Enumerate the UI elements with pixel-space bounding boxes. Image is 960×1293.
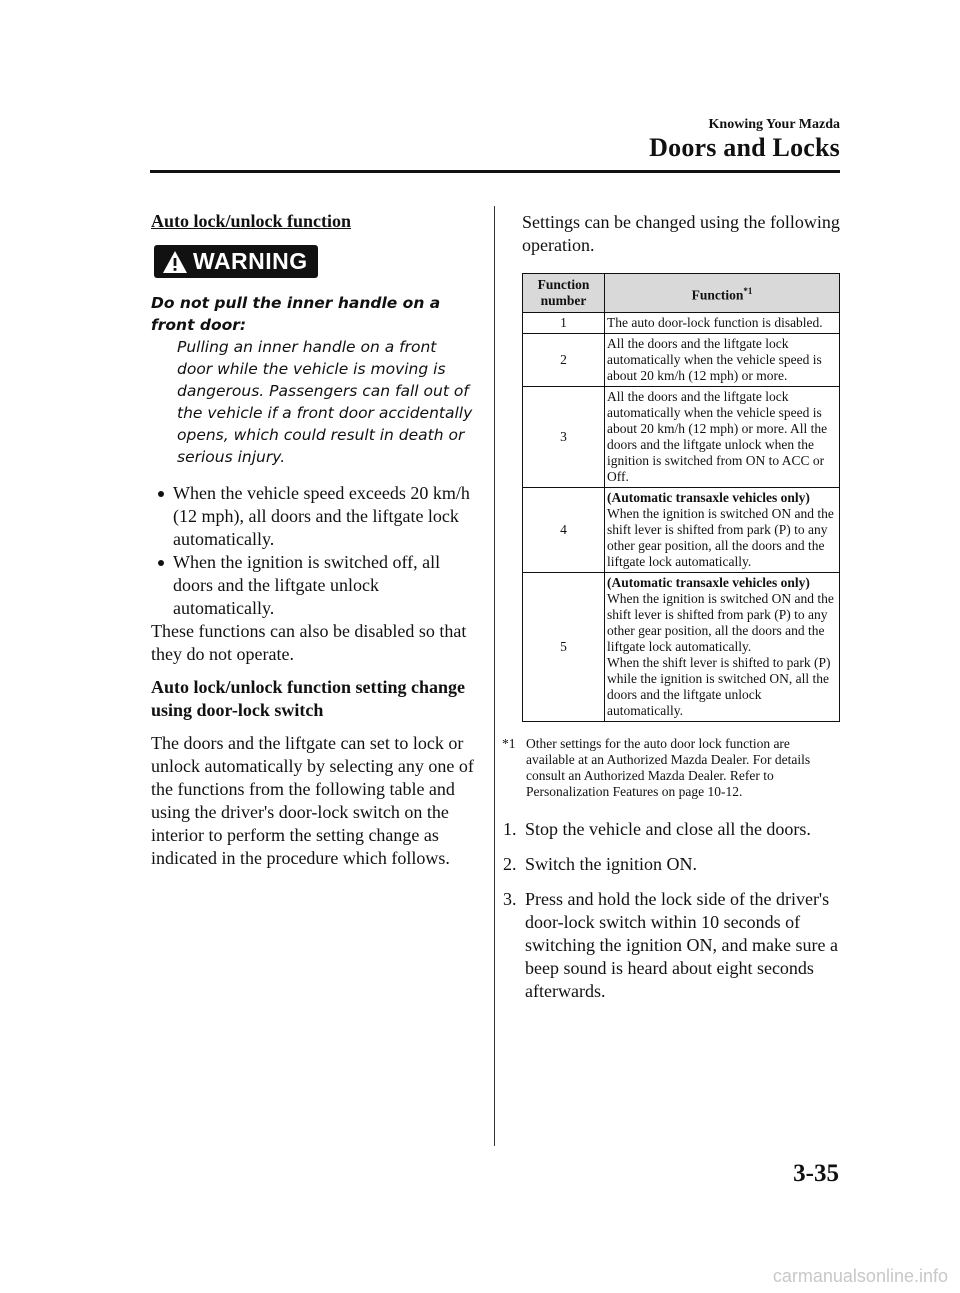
warning-label: WARNING xyxy=(193,248,308,274)
function-cell xyxy=(605,488,840,573)
function-text: When the ignition is switched ON and the shift lever is shifted from park (P) to any other gear position, all the doors and the liftgate lock automatically. xyxy=(607,591,834,654)
warning-lead: Do not pull the inner handle on a front door: xyxy=(151,293,441,334)
table-row xyxy=(523,573,840,722)
function-text: All the doors and the liftgate lock automatically when the vehicle speed is about 20 km/h (12 mph) or more. xyxy=(607,336,822,383)
table-header-row xyxy=(523,274,840,313)
function-condition: (Automatic transaxle vehicles only) xyxy=(607,490,810,505)
function-text-2: When the shift lever is shifted to park (P) while the ignition is switched ON, all the doors and the liftgate unlock automatically. xyxy=(607,655,831,718)
bullet-list xyxy=(151,482,476,620)
table-row xyxy=(523,334,840,387)
page-title: Doors and Locks xyxy=(649,133,840,162)
footnote-ref: *1 xyxy=(743,285,753,296)
function-table xyxy=(522,273,840,722)
step-text: Switch the ignition ON. xyxy=(525,854,697,874)
body-paragraph: The doors and the liftgate can set to lock or unlock automatically by selecting any one of the functions from the following table and using the driver's door-lock switch on the interior to perform the setting change as indicated in the procedure which follows. xyxy=(151,732,474,868)
step-number: 3. xyxy=(503,889,517,909)
footnote-mark: *1 xyxy=(502,736,516,751)
table-row xyxy=(523,488,840,573)
column-header-function-label: Function xyxy=(691,287,744,303)
list-item xyxy=(503,818,840,841)
intro-paragraph: Settings can be changed using the following operation. xyxy=(522,212,840,255)
section-heading: Auto lock/unlock function xyxy=(151,211,352,231)
table-row xyxy=(523,387,840,488)
bullet-icon xyxy=(158,491,164,497)
header-rule xyxy=(150,170,840,173)
function-cell xyxy=(605,387,840,488)
step-text: Stop the vehicle and close all the doors. xyxy=(525,819,811,839)
function-text: When the ignition is switched ON and the shift lever is shifted from park (P) to any other gear position, all the doors and the liftgate lock automatically. xyxy=(607,506,834,569)
bullet-icon xyxy=(158,560,164,566)
function-text: The auto door-lock function is disabled. xyxy=(607,315,823,330)
step-number: 2. xyxy=(503,854,517,874)
list-item xyxy=(503,888,840,1003)
function-number: 1 xyxy=(523,313,605,334)
subsection-heading: Auto lock/unlock function setting change using door-lock switch xyxy=(151,676,466,720)
function-number: 3 xyxy=(523,387,605,488)
watermark: carmanualsonline.info xyxy=(772,1266,948,1286)
list-item xyxy=(151,482,476,551)
function-number: 5 xyxy=(523,573,605,722)
step-number: 1. xyxy=(503,819,517,839)
function-condition: (Automatic transaxle vehicles only) xyxy=(607,575,810,590)
note-paragraph: These functions can also be disabled so that they do not operate. xyxy=(151,620,467,664)
function-number: 2 xyxy=(523,334,605,387)
list-item xyxy=(503,853,840,876)
warning-body: Pulling an inner handle on a front door while the vehicle is moving is dangerous. Passengers can fall out of the vehicle if a front door accidentally opens, which could result in death or serious injury. xyxy=(177,337,473,466)
page-number: 3-35 xyxy=(793,1160,839,1187)
header-section: Knowing Your Mazda xyxy=(708,117,840,132)
procedure-steps xyxy=(503,818,840,1003)
table-row xyxy=(523,313,840,334)
list-item xyxy=(151,551,476,620)
footnote-text: Other settings for the auto door lock function are available at an Authorized Mazda Dealer. For details consult an Authorized Mazda Dealer. Refer to Personalization Features on page 10-12. xyxy=(526,736,811,799)
step-text: Press and hold the lock side of the driver's door-lock switch within 10 seconds of switching the ignition ON, and make sure a beep sound is heard about eight seconds afterwards. xyxy=(525,889,838,1001)
column-header-number: Function number xyxy=(523,274,605,313)
footnote xyxy=(502,736,840,800)
right-column xyxy=(502,211,840,1015)
bullet-text: When the ignition is switched off, all doors and the liftgate unlock automatically. xyxy=(173,551,441,618)
function-number: 4 xyxy=(523,488,605,573)
function-cell xyxy=(605,573,840,722)
warning-badge xyxy=(154,245,318,278)
left-column xyxy=(151,211,476,870)
function-cell xyxy=(605,313,840,334)
bullet-text: When the vehicle speed exceeds 20 km/h (12 mph), all doors and the liftgate lock automatically. xyxy=(173,482,470,549)
warning-icon xyxy=(162,250,188,274)
function-cell xyxy=(605,334,840,387)
column-header-function xyxy=(605,274,840,313)
function-text: All the doors and the liftgate lock automatically when the vehicle speed is about 20 km/h (12 mph) or more. All the doors and the liftgate unlock when the ignition is switched from ON to ACC or Off. xyxy=(607,389,828,484)
column-divider xyxy=(494,206,495,1146)
